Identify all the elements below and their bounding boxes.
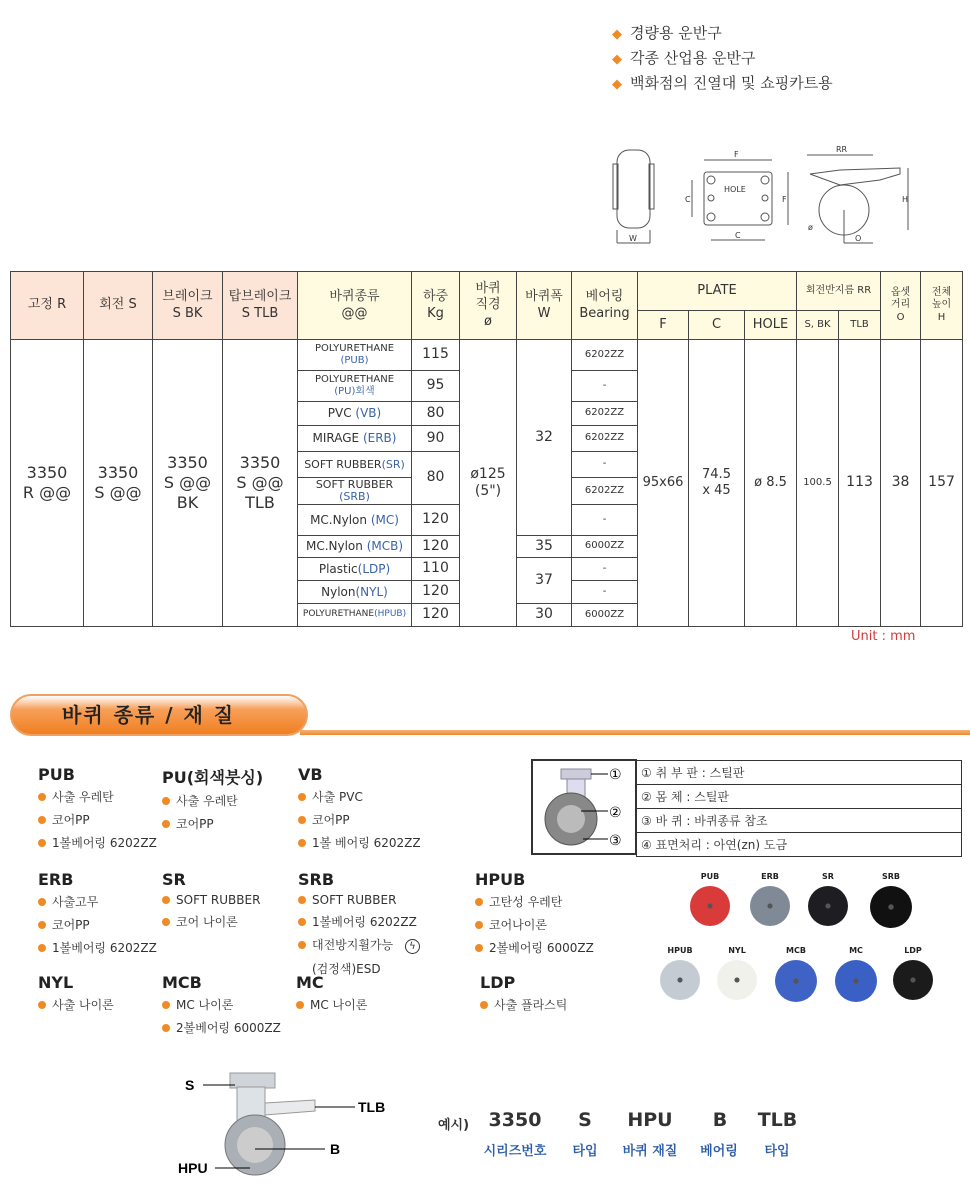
feature-text: 경량용 운반구 [630, 24, 722, 42]
example-label: 바퀴 재질 [622, 1144, 678, 1159]
wheel-type-cell: MC.Nylon (MCB) [298, 536, 412, 558]
wheel-type-cell: SOFT RUBBER (SRB) [298, 478, 412, 505]
feature-item [612, 22, 722, 43]
diamond-bullet-icon: ◆ [612, 77, 622, 92]
parts-row: ④ 표면처리 : 아연(zn) 도금 [637, 833, 962, 857]
w-label: W [629, 234, 637, 243]
header-top-brake: 탑브레이크 S TLB [223, 272, 298, 340]
example-label: 타입 [764, 1144, 790, 1159]
wheel-type-cell: POLYURETHANE (PU)회색 [298, 371, 412, 402]
parts-table [636, 760, 962, 857]
width-cell: 37 [517, 558, 572, 604]
wheel-image [808, 886, 848, 926]
wheel-image [775, 960, 817, 1002]
load-cell: 120 [412, 604, 460, 627]
caster-label-hpu: HPU [178, 1160, 208, 1176]
header-load: 하중 Kg [412, 272, 460, 340]
wheel-image [750, 886, 790, 926]
header-tlb: TLB [839, 311, 881, 340]
spec-table [10, 271, 963, 627]
wheel-type-cell: Plastic(LDP) [298, 558, 412, 581]
load-cell: 120 [412, 505, 460, 536]
model-top-brake: 3350 S @@ TLB [223, 340, 298, 627]
header-offset: 옵셋 거리 O [881, 272, 921, 340]
header-wheel-type: 바퀴종류 @@ [298, 272, 412, 340]
hole-label: HOLE [724, 185, 746, 194]
header-brake: 브레이크 S BK [153, 272, 223, 340]
banner-line [300, 730, 970, 735]
material-mcb: MCB MC 나이론 2볼베어링 6000ZZ [162, 973, 281, 1035]
height-cell: 157 [921, 340, 963, 627]
unit-note: Unit : mm [851, 629, 916, 644]
wheel-type-cell: SOFT RUBBER(SR) [298, 452, 412, 478]
h-label: H [902, 195, 909, 204]
model-fixed: 3350 R @@ [11, 340, 84, 627]
wheel-image [835, 960, 877, 1002]
wheel-type-cell: PVC (VB) [298, 402, 412, 426]
load-cell: 95 [412, 371, 460, 402]
wheel-type-cell: MIRAGE (ERB) [298, 426, 412, 452]
svg-text:②: ② [609, 805, 622, 821]
c-label: C [735, 231, 741, 240]
example-bearing: B [712, 1109, 728, 1131]
header-f: F [638, 311, 689, 340]
wheel-image [660, 960, 700, 1000]
feature-item [612, 72, 833, 93]
material-mc: MC MC 나이론 [296, 973, 368, 1012]
lightning-icon: ϟ [405, 939, 420, 954]
caster-label-s: S [185, 1077, 195, 1093]
rr-tlb-cell: 113 [839, 340, 881, 627]
header-swivel: 회전 S [84, 272, 153, 340]
header-rr: 회전반지름 RR [797, 272, 881, 311]
bearing-cell: 6202ZZ [572, 478, 638, 505]
plate-f-cell: 95x66 [638, 340, 689, 627]
caster-label-tlb: TLB [358, 1099, 386, 1115]
phi-label: ø [808, 223, 813, 232]
wheel-label: SR [822, 872, 834, 881]
example-type: S [578, 1109, 592, 1131]
diamond-bullet-icon: ◆ [612, 52, 622, 67]
width-cell: 30 [517, 604, 572, 627]
f-label: F [734, 150, 739, 159]
rr-label: RR [836, 145, 848, 154]
example-wheel: HPU [627, 1109, 673, 1131]
material-nyl: NYL 사출 나이론 [38, 973, 114, 1012]
hole-cell: ø 8.5 [745, 340, 797, 627]
example-prefix: 예시) [438, 1118, 470, 1133]
caster-label-b: B [330, 1141, 341, 1157]
wheel-label: HPUB [667, 946, 693, 955]
material-srb: SRB SOFT RUBBER 1볼베어링 6202ZZ 대전방지휠가능 ϟ (검정색)ESD [298, 870, 420, 983]
model-brake: 3350 S @@ BK [153, 340, 223, 627]
wheel-label: MC [849, 946, 863, 955]
load-cell: 90 [412, 426, 460, 452]
wheel-type-cell: POLYURETHANE (PUB) [298, 340, 412, 371]
material-vb: VB 사출 PVC 코어PP 1볼 베어링 6202ZZ [298, 765, 421, 850]
wheel-type-cell: MC.Nylon (MC) [298, 505, 412, 536]
width-cell: 32 [517, 340, 572, 536]
header-width: 바퀴폭 W [517, 272, 572, 340]
load-cell: 120 [412, 581, 460, 604]
parts-row: ① 취 부 판 : 스틸판 [637, 761, 962, 785]
bearing-cell: 6000ZZ [572, 536, 638, 558]
width-cell: 35 [517, 536, 572, 558]
load-cell: 80 [412, 402, 460, 426]
offset-cell: 38 [881, 340, 921, 627]
wheel-label: MCB [786, 946, 806, 955]
wheel-type-cell: Nylon(NYL) [298, 581, 412, 604]
feature-text: 백화점의 진열대 및 쇼핑카트용 [630, 74, 833, 92]
wheel-image [893, 960, 933, 1000]
bearing-cell: - [572, 505, 638, 536]
example-label: 타입 [572, 1144, 598, 1159]
f-label: F [782, 195, 787, 204]
header-bearing: 베어링 Bearing [572, 272, 638, 340]
svg-text:①: ① [609, 767, 622, 783]
load-cell: 115 [412, 340, 460, 371]
header-diameter: 바퀴 직경 ø [460, 272, 517, 340]
bearing-cell: - [572, 371, 638, 402]
plate-c-cell: 74.5 x 45 [689, 340, 745, 627]
wheel-type-cell: POLYURETHANE(HPUB) [298, 604, 412, 627]
material-erb: ERB 사출고무 코어PP 1볼베어링 6202ZZ [38, 870, 157, 955]
wheel-gallery [660, 866, 970, 1016]
bearing-cell: - [572, 581, 638, 604]
dimension-drawing [600, 140, 920, 260]
header-c: C [689, 311, 745, 340]
bearing-cell: 6202ZZ [572, 340, 638, 371]
header-plate: PLATE [638, 272, 797, 311]
load-cell: 80 [412, 452, 460, 505]
feature-text: 각종 산업용 운반구 [630, 49, 756, 67]
example-label: 시리즈번호 [483, 1144, 547, 1159]
example-label: 베어링 [700, 1144, 738, 1159]
header-height: 전체 높이 H [921, 272, 963, 340]
diameter-cell: ø125 (5") [460, 340, 517, 627]
example-series: 3350 [488, 1109, 542, 1131]
rr-sbk-cell: 100.5 [797, 340, 839, 627]
caster-icon [533, 761, 635, 853]
table-row [11, 340, 963, 371]
load-cell: 120 [412, 536, 460, 558]
section-banner: 바퀴 종류 / 재 질 [10, 694, 308, 736]
material-pu: PU(회색붓싱) 사출 우레탄 코어PP [162, 768, 264, 831]
example-tlb: TLB [757, 1109, 798, 1131]
bearing-cell: 6202ZZ [572, 402, 638, 426]
header-fixed: 고정 R [11, 272, 84, 340]
material-ldp: LDP 사출 플라스틱 [480, 973, 568, 1012]
wheel-label: ERB [761, 872, 779, 881]
wheel-image [690, 886, 730, 926]
header-hole: HOLE [745, 311, 797, 340]
material-hpub: HPUB 고탄성 우레탄 코어나이론 2볼베어링 6000ZZ [475, 870, 594, 955]
parts-row: ③ 바 퀴 : 바퀴종류 참조 [637, 809, 962, 833]
model-swivel: 3350 S @@ [84, 340, 153, 627]
bearing-cell: 6202ZZ [572, 426, 638, 452]
material-sr: SR SOFT RUBBER 코어 나이론 [162, 870, 261, 929]
bearing-cell: - [572, 452, 638, 478]
caster-example-image [175, 1065, 395, 1180]
load-cell: 110 [412, 558, 460, 581]
c-label: C [685, 195, 691, 204]
wheel-label: PUB [700, 872, 720, 881]
wheel-label: SRB [881, 872, 901, 881]
wheel-image [870, 886, 912, 928]
o-label: O [855, 234, 862, 243]
wheel-label: LDP [904, 946, 922, 955]
wheel-image [717, 960, 757, 1000]
feature-item [612, 47, 755, 68]
caster-parts-image [531, 759, 637, 855]
wheel-label: NYL [728, 946, 746, 955]
header-sbk: S, BK [797, 311, 839, 340]
material-pub: PUB 사출 우레탄 코어PP 1볼베어링 6202ZZ [38, 765, 157, 850]
diamond-bullet-icon: ◆ [612, 27, 622, 42]
bearing-cell: 6000ZZ [572, 604, 638, 627]
parts-row: ② 몸 체 : 스틸판 [637, 785, 962, 809]
bearing-cell: - [572, 558, 638, 581]
svg-text:③: ③ [609, 833, 622, 849]
